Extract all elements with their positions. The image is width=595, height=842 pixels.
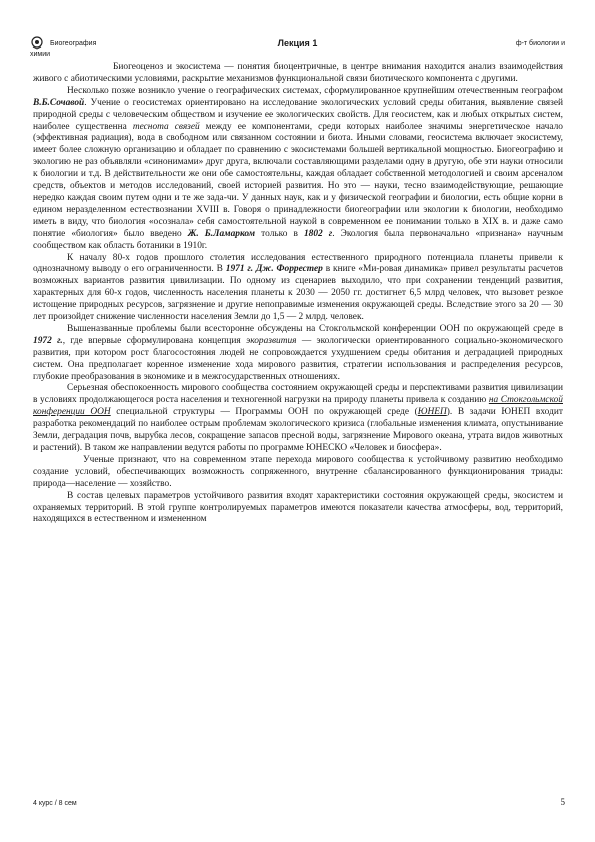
paragraph	[33, 383, 563, 454]
text-run: между ее компонентами, среди которых наиболее значимы энергетическое начало (эффективная радиация), вода в свободном или связанном состоянии и биота. Иными словами, геосистема включает экосистему, имеет более сложную организацию и обладает по сравнению с экосистемами большей вертикальной мощностью. Биогеографию и экологию не раз объявляли «синонимами» друг друга, включали составляющими разделами одну в другую, обе эти науки относили к биологии и т.д. В действительности же они обе самостоятельны, каждая обладает собственной методологией и своим арсеналом средств, объектов и методов исследований, своей историей развития. Но это — науки, тесно взаимодействующие, решающие нередко каждая своим путем одни и те же зада-чи. У данных наук, как и у физической географии и биологии, есть общие корни в едином неразделенном естествознании XVIII в. Говоря о принадлежности биогеографии или экологии к биологии, необходимо иметь в виду, что биология «осознала» себя самостоятельной наукой в современном ее понимании только в XIX в. и даже само понятие «биология» было введено	[33, 121, 563, 239]
text-run: только в	[255, 228, 304, 239]
text-run: . Экология была первоначально «признана» научным сообществом как область ботаники в 1910г.	[33, 228, 564, 251]
header-faculty: ф-т биологии и	[515, 40, 565, 47]
text-run: Вышеназванные проблемы были всесторонне обсуждены на Стокгольмской конференции ООН по окружающей среде в	[67, 323, 563, 334]
header-lecture-title: Лекция 1	[277, 38, 318, 48]
header-course-title: Биогеография	[50, 40, 97, 47]
text-run: в книге «Ми-ровая динамика» привел результаты расчетов возможных вариантов развития цивилизации. По одному из сценариев выходило, что при сохранении тенденций развития, характерных для 60-х годов, численность населения планеты к 2030 — 2050 гг. достигнет 6,5 млрд человек, что вызовет резкое истощение природных ресурсов, загрязнение и другие непоправимые изменения окружающей среды. Вследствие этого за 20 — 30 лет произойдет снижение численности населения Земли до 1,5 — 2 млрд. человек.	[33, 264, 563, 323]
page-number: 5	[560, 797, 565, 807]
text-run: Серьезная обеспокоенность мирового сообщества состоянием окружающей среды и перспективами развития цивилизации в условиях продолжающегося роста населения и техногенной нагрузки на природу планеты привела к созданию	[33, 383, 563, 406]
paragraph	[33, 62, 563, 86]
text-run: В.Б.Сочавой	[33, 97, 85, 108]
text-run: , где впервые сформулирована концепция	[62, 335, 247, 346]
text-run: на Стокгольмской конференции ООН	[33, 395, 563, 418]
text-run: ). В задачи ЮНЕП входит разработка рекомендаций по наиболее острым проблемам экологического кризиса (глобальные изменения климата, опустынивание Земли, деградация почв, вырубка лесов, сокращение запасов пресной воды, загрязнение Мирового океана, утрата видов животных и растений). В таком же направлении ведутся работы по программе ЮНЕСКО «Человек и биосфера».	[33, 407, 563, 453]
text-run: теснота связей	[132, 121, 200, 132]
text-run: К началу 80-х годов прошлого столетия исследования естественного природного потенциала планеты привели к однозначному выводу о его ограниченности. В	[33, 252, 563, 275]
paragraph	[33, 324, 563, 384]
paragraph	[33, 491, 563, 527]
text-run: Ж. Б.Ламарком	[187, 228, 256, 239]
text-run: . Учение о геосистемах ориентировано на исследование экологических условий среды обитания, выявление связей природной среды с человеческим обществом и изучение ее экологических свойств. Для геосистем, как и любых открытых систем, наиболее существенна	[33, 97, 563, 132]
text-run: Несколько позже возникло учение о географических системах, сформулированное крупнейшим отечественным географом	[67, 85, 563, 96]
paragraph	[33, 253, 563, 324]
text-run: Ученые признают, что на современном этапе перехода мирового сообщества к устойчивому развитию необходимо создание условий, обеспечивающих возможность сопряженного, внутренне сбалансированного функционирования триады: природа—население — хозяйство.	[33, 454, 563, 489]
text-run: специальной структуры — Программы ООН по окружающей среде (	[110, 407, 418, 418]
text-run: ЮНЕП	[417, 407, 447, 418]
lecture-body	[33, 62, 563, 526]
paragraph	[33, 86, 563, 253]
text-run: 1971 г. Дж. Форрестер	[225, 264, 323, 275]
text-run: экоразвития	[246, 335, 297, 346]
text-run: Биогеоценоз и экосистема — понятия биоцентричные, в центре внимания находится анализ взаимодействия живого с абиотическими условиями, раскрытие механизмов функциональной связи биотического компонента с другими.	[33, 62, 563, 84]
text-run: В состав целевых параметров устойчивого развития входят характеристики состояния окружающей среды, экосистем и охраняемых территорий. В этой группе контролируемых параметров имеются показатели качества атмосферы, вод, территорий, находящихся в естественном и измененном	[33, 490, 563, 525]
paragraph	[33, 455, 563, 491]
text-run: 1802 г	[303, 228, 333, 239]
header-course-title-cont: химии	[30, 51, 51, 58]
text-run: 1972 г.	[33, 335, 63, 346]
text-run: — экологически ориентированного социально-экономического развития, при котором рост благосостояния людей не сопровождается ухудшением среды обитания и деградацией природных систем. Она предполагает коренное изменение хода мирового развития, стратегии использования и распределения ресурсов, глубокие преобразования в экономике и в межгосударственных отношениях.	[33, 335, 563, 382]
footer-course-info: 4 курс / 8 сем	[33, 800, 77, 807]
